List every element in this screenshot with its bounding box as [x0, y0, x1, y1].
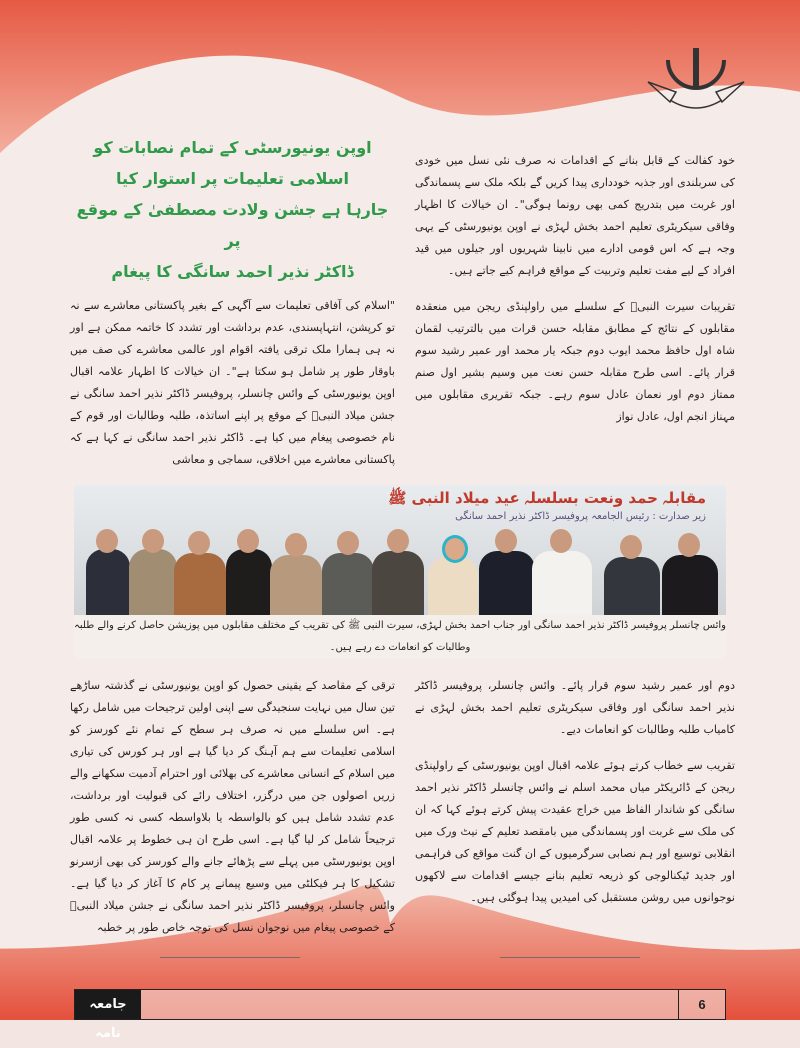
person-head: [620, 535, 642, 559]
person-head: [387, 529, 409, 553]
left-column-bottom-text: ترقی کے مقاصد کے یقینی حصول کو اوپن یونیورسٹی نے گذشتہ ساڑھے تین سال میں نہایت سنجیدگی سے اپنی اولین ترجیحات میں شامل رکھا ہے۔ اس سلسلے میں نہ صرف ہر سطح کے تمام نئے کورسز کو اسلامی تعلیمات سے ہم آہنگ کر دیا گیا ہے اور ہر کورس کی تیاری میں اسلام کے انسانی معاشرے کی بھلائی اور احترام آدمیت سکھانے والے زریں اصولوں جن میں درگزر، اختلاف رائے کی قبولیت اور برداشت، عدم تشدد شامل ہیں کو بالواسطہ یا بلاواسطہ کسی نہ کسی طور ترجیحاً شامل کر لیا گیا ہے۔ اسی طرح ان ہی خطوط پر علامہ اقبال اوپن یونیورسٹی میں پہلے سے پڑھائے جانے والے کورسز کی بھی ازسرنو تشکیل کا ہر فیکلٹی میں وسیع پیمانے پر کام کا آغاز کر دیا گیا ہے۔ وائس چانسلر، پروفیسر ڈاکٹر نذیر احمد سانگی نے جشن میلاد النبیؐ کے خصوصی پیغام میں نوجوان نسل کی توجہ خاص طور پر خطبہ: [70, 679, 395, 934]
right-column-bottom: [415, 675, 735, 909]
person: [174, 553, 226, 615]
person: [86, 549, 130, 615]
heading-line: اوپن یونیورسٹی کے تمام نصابات کو اسلامی تعلیمات پر استوار کیا: [93, 138, 372, 188]
person-head: [495, 529, 517, 553]
article-heading: [70, 132, 395, 287]
page-content: [70, 0, 735, 1041]
left-column-top: [70, 132, 395, 471]
person: [479, 551, 535, 615]
person: [129, 549, 177, 615]
left-column-top-text: "اسلام کی آفاقی تعلیمات سے آگہی کے بغیر پاکستانی معاشرے سے نہ تو کرپشن، انتہاپسندی، عدم برداشت اور تشدد کا خاتمہ ممکن ہے اور نہ ہی ہمارا ملک ترقی یافتہ اقوام اور عالمی معاشرے کی صف میں باوقار طور پر شامل ہو سکتا ہے"۔ ان خیالات کا اظہار علامہ اقبال اوپن یونیورسٹی کے وائس چانسلر، پروفیسر ڈاکٹر نذیر احمد سانگی نے جشن میلاد النبیؐ کے موقع پر اپنے اساتذہ، طلبہ وطالبات اور قوم کے نام خصوصی پیغام میں کیا ہے۔ ڈاکٹر نذیر احمد سانگی نے کہا ہے کہ پاکستانی معاشرے میں اخلاقی، سماجی و معاشی: [70, 299, 395, 466]
person: [226, 549, 272, 615]
bottom-columns: [70, 675, 735, 939]
column-dividers: [70, 939, 735, 969]
heading-line: ڈاکٹر نذیر احمد سانگی کا پیغام: [111, 262, 354, 281]
person: [322, 553, 374, 615]
right-column-top: [415, 132, 735, 428]
person-head: [237, 529, 259, 553]
person: [532, 551, 592, 615]
person-head: [188, 531, 210, 555]
photo-banner-subtext: زیر صدارت : رئیس الجامعہ پروفیسر ڈاکٹر نذیر احمد سانگی: [455, 511, 706, 522]
page-footer: [74, 989, 726, 1041]
person-head: [142, 529, 164, 553]
column-end-divider: [160, 957, 300, 958]
right-column-paragraph-1: خود کفالت کے قابل بنانے کے اقدامات نہ صرف نئی نسل میں خودی کی سربلندی اور جذبہ خودداری پیدا کریں گے بلکہ ملک سے پسماندگی اور غربت میں بتدریج کمی بھی رونما ہوگی"۔ ان خیالات کا اظہار وفاقی سیکریٹری تعلیم احمد بخش لہڑی نے اوپن یونیورسٹی کے یہی وجہ ہے کہ اس قومی ادارے میں نابینا شہریوں اور جیلوں میں قید افراد کے لیے مفت تعلیم وتربیت کے مواقع فراہم کیے جاتے ہیں۔: [415, 154, 735, 277]
page-number: 6: [678, 990, 725, 1019]
photo-caption: وائس چانسلر پروفیسر ڈاکٹر نذیر احمد سانگی اور جناب احمد بخش لہڑی، سیرت النبی ﷺ کی تقریب کے مختلف مقابلوں میں پوزیشن حاصل کرنے والے طلبہ وطالبات کو انعامات دے رہے ہیں۔: [74, 615, 726, 659]
photo-banner-text: مقابلہ حمد ونعت بسلسلہ عید میلاد النبی ﷺ: [388, 489, 706, 507]
award-ceremony-photo: [74, 485, 726, 615]
right-column-bottom-paragraph-1: دوم اور عمیر رشید سوم قرار پائے۔ وائس چانسلر، پروفیسر ڈاکٹر نذیر احمد سانگی اور وفاقی سیکریٹری تعلیم احمد بخش لہڑی نے کامیاب طلبہ وطالبات کو انعامات دیے۔: [415, 679, 735, 736]
person-head: [285, 533, 307, 557]
person-head: [96, 529, 118, 553]
person: [662, 555, 718, 615]
person: [372, 551, 424, 615]
top-columns: [70, 132, 735, 471]
person-head: [442, 535, 468, 563]
person: [604, 557, 660, 615]
left-column-bottom: [70, 675, 395, 939]
magazine-masthead: جامعہ نامہ: [75, 990, 141, 1019]
person: [428, 557, 478, 615]
person: [270, 555, 322, 615]
person-head: [550, 529, 572, 553]
column-end-divider: [500, 957, 640, 958]
right-column-bottom-paragraph-2: تقریب سے خطاب کرتے ہوئے علامہ اقبال اوپن یونیورسٹی کے راولپنڈی ریجن کے ڈائریکٹر میاں محمد اسلم نے وائس چانسلر ڈاکٹر نذیر احمد سانگی کو شاندار الفاظ میں خراج عقیدت پیش کرتے ہوئے کہا کہ ان کی ملک سے غربت اور پسماندگی میں بامقصد تعلیم کے نیٹ ورک میں انقلابی توسیع اور ہم نصابی سرگرمیوں کے ان گنت مواقع کی فراہمی اور جدید ٹیکنالوجی کو ذریعہ تعلیم بنانے جیسے اقدامات سے لاکھوں نوجوانوں میں روشن مستقبل کی امیدیں پیدا ہوگئی ہیں۔: [415, 759, 735, 904]
person-head: [678, 533, 700, 557]
right-column-paragraph-2: تقریبات سیرت النبیؐ کے سلسلے میں راولپنڈی ریجن میں منعقدہ مقابلوں کے نتائج کے مطابق مقابلہ حسن قرات میں بالترتیب لقمان شاہ اول حافظ محمد ایوب دوم جبکہ یار محمد اور عمیر رشید سوم قرار پائے۔ اسی طرح مقابلہ حسن نعت میں وسیم بشیر اول صنم ممتاز دوم اور نعمان عادل سوم رہے۔ جبکہ تقریری مقابلوں میں مہناز انجم اول، عادل نواز: [415, 300, 735, 423]
heading-line: جارہا ہے جشن ولادت مصطفیٰ کے موقع پر: [76, 200, 389, 250]
person-head: [337, 531, 359, 555]
